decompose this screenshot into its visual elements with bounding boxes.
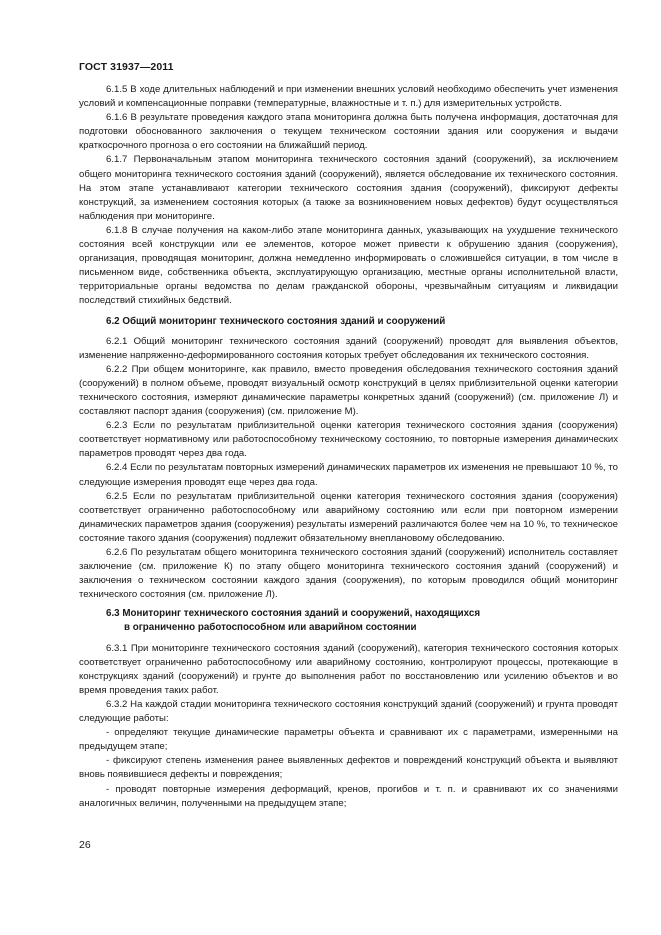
document-header: ГОСТ 31937—2011: [79, 61, 174, 73]
paragraph-6-1-5: 6.1.5 В ходе длительных наблюдений и при изменении внешних условий необходимо обеспечить учет изменения условий и компенсационные поправки (температурные, влажностные и т. п.) для измерительных устройств.: [79, 84, 618, 110]
paragraph-6-2-3: 6.2.3 Если по результатам приблизительной оценки категория технического состояния здания (сооружения) соответствует нормативному или работоспособному техническому состоянию, то повторные измерения динамических параметров проводят через два года.: [79, 420, 618, 460]
paragraph-6-1-7: 6.1.7 Первоначальным этапом мониторинга технического состояния зданий (сооружений), за исключением общего мониторинга технического состояния зданий (сооружений), является обследование их технического состояния. На этом этапе устанавливают категории технического состояния здания (сооружений), фиксируют дефекты конструкций, за изменением состояния которых (а также за возникновением новых дефектов) будут осуществляться наблюдения при мониторинге.: [79, 154, 618, 222]
list-item: - проводят повторные измерения деформаций, кренов, прогибов и т. п. и сравнивают их со значениями аналогичных величин, полученными на предыдущем этапе;: [79, 783, 618, 809]
paragraph-6-1-8: 6.1.8 В случае получения на каком-либо этапе мониторинга данных, указывающих на ухудшение технического состояния всей конструкции или ее элементов, которое может привести к обрушению здания (сооружения), организация, проводящая мониторинг, должна немедленно информировать о сложившейся ситуации, в том числе в письменном виде, собственника объекта, эксплуатирующую организацию, местные органы исполнительной власти, территориальные органы ведомства по делам гражданской обороны, чрезвычайным ситуациям и ликвидации последствий стихийных бедствий.: [79, 224, 618, 307]
list-item: - определяют текущие динамические параметры объекта и сравнивают их с параметрами, измеренными на предыдущем этапе;: [79, 727, 618, 753]
page-number: 26: [79, 839, 91, 851]
paragraph-6-3-1: 6.3.1 При мониторинге технического состояния зданий (сооружений), категория технического состояния которых соответствует ограниченно работоспособному или аварийному состоянию, контролируют процессы, протекающие в конструкциях зданий (сооружений) и грунте до выполнения работ по восстановлению или усилению объектов и во время проведения таких работ.: [79, 642, 618, 696]
list-item: - фиксируют степень изменения ранее выявленных дефектов и повреждений конструкций объекта и выявляют вновь появившиеся дефекты и повреждения;: [79, 755, 618, 781]
paragraph-6-2-5: 6.2.5 Если по результатам приблизительной оценки категория технического состояния здания (сооружения) соответствует ограниченно работоспособному или аварийному состоянию или если при повторном измерении динамических параметров здания (сооружения) результаты измерений различаются более чем на 10 %, то техническое состояние такого здания (сооружения) подлежит обязательному внеплановому обследованию.: [79, 490, 618, 544]
section-heading-6-3-line1: 6.3 Мониторинг технического состояния зданий и сооружений, находящихся: [106, 608, 481, 620]
section-heading-6-3: [79, 607, 618, 635]
document-body: [79, 83, 618, 811]
section-heading-6-2: 6.2 Общий мониторинг технического состояния зданий и сооружений: [106, 315, 446, 327]
paragraph-6-1-6: 6.1.6 В результате проведения каждого этапа мониторинга должна быть получена информация, достаточная для подготовки обоснованного заключения о текущем техническом состоянии здания или сооружения и выдачи краткосрочного прогноза о его состоянии на ближайший период.: [79, 112, 618, 152]
paragraph-6-2-6: 6.2.6 По результатам общего мониторинга технического состояния зданий (сооружений) исполнитель составляет заключение (см. приложение К) по этапу общего мониторинга технического состояния зданий (сооружений) и заключения о техническом состоянии каждого здания (сооружения), по которым проводился общий мониторинг технического состояния (см. приложение Л).: [79, 547, 618, 601]
paragraph-6-2-1: 6.2.1 Общий мониторинг технического состояния зданий (сооружений) проводят для выявления объектов, изменение напряженно-деформированного состояния которых требует обследования их технического состояния.: [79, 335, 618, 361]
section-heading-6-3-line2: в ограниченно работоспособном или аварийном состоянии: [124, 622, 417, 634]
paragraph-6-3-2: 6.3.2 На каждой стадии мониторинга технического состояния конструкций зданий (сооружений) и грунта проводят следующие работы:: [79, 698, 618, 725]
paragraph-6-2-4: 6.2.4 Если по результатам повторных измерений динамических параметров их изменения не превышают 10 %, то следующие измерения проводят еще через два года.: [79, 462, 618, 488]
paragraph-6-2-2: 6.2.2 При общем мониторинге, как правило, вместо проведения обследования технического состояния зданий (сооружений) в полном объеме, проводят визуальный осмотр конструкций в целях приблизительной оценки категории технического состояния, измеряют динамические параметры конкретных зданий (сооружений) (см. приложение Л) и составляют паспорт здания (сооружения) (см. приложение М).: [79, 363, 618, 418]
